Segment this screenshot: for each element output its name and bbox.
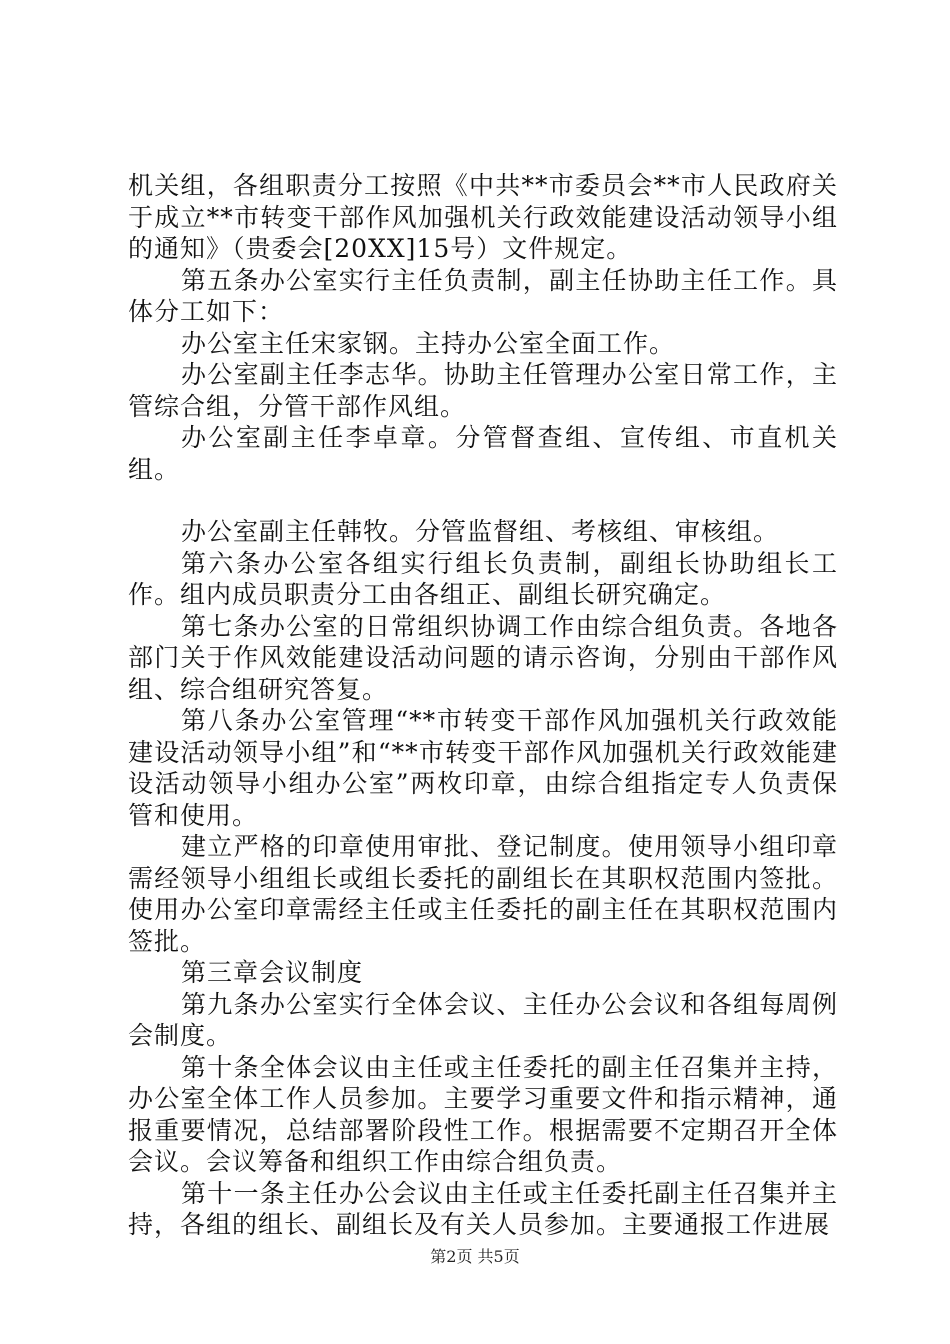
paragraph: 建立严格的印章使用审批、登记制度。使用领导小组印章需经领导小组组长或组长委托的副组长在其职权范围内签批。使用办公室印章需经主任或主任委托的副主任在其职权范围内签批。: [128, 832, 838, 956]
paragraph: 第九条办公室实行全体会议、主任办公会议和各组每周例会制度。: [128, 989, 838, 1050]
paragraph: 办公室副主任韩牧。分管监督组、考核组、审核组。: [181, 517, 780, 546]
paragraph: 第七条办公室的日常组织协调工作由综合组负责。各地各部门关于作风效能建设活动问题的请示咨询，分别由干部作风组、综合组研究答复。: [128, 611, 838, 704]
paragraph-spacer: [128, 485, 838, 516]
chapter-heading: 第三章会议制度: [181, 958, 364, 987]
paragraph: 办公室副主任李卓章。分管督查组、宣传组、市直机关组。: [128, 423, 838, 484]
paragraph: 第五条办公室实行主任负责制，副主任协助主任工作。具体分工如下：: [128, 265, 838, 326]
document-body: [128, 170, 838, 1241]
paragraph: 办公室主任宋家钢。主持办公室全面工作。: [181, 328, 676, 358]
paragraph: 第八条办公室管理“**市转变干部作风加强机关行政效能建设活动领导小组”和“**市转变干部作风加强机关行政效能建设活动领导小组办公室”两枚印章，由综合组指定专人负责保管和使用。: [128, 706, 838, 830]
paragraph: 办公室副主任李志华。协助主任管理办公室日常工作，主管综合组，分管干部作风组。: [128, 360, 838, 421]
paragraph: 机关组，各组职责分工按照《中共**市委员会**市人民政府关于成立**市转变干部作风加强机关行政效能建设活动领导小组的通知》（贵委会[20XX]15号）文件规定。: [128, 171, 838, 263]
paragraph: 第十一条主任办公会议由主任或主任委托副主任召集并主持，各组的组长、副组长及有关人员参加。主要通报工作进展: [128, 1178, 838, 1239]
paragraph: 第六条办公室各组实行组长负责制，副组长协助组长工作。组内成员职责分工由各组正、副组长研究确定。: [128, 548, 838, 609]
paragraph: 第十条全体会议由主任或主任委托的副主任召集并主持，办公室全体工作人员参加。主要学习重要文件和指示精神，通报重要情况，总结部署阶段性工作。根据需要不定期召开全体会议。会议筹备和组织工作由综合组负责。: [128, 1052, 838, 1176]
page-number: 第2页 共5页: [430, 1247, 520, 1266]
